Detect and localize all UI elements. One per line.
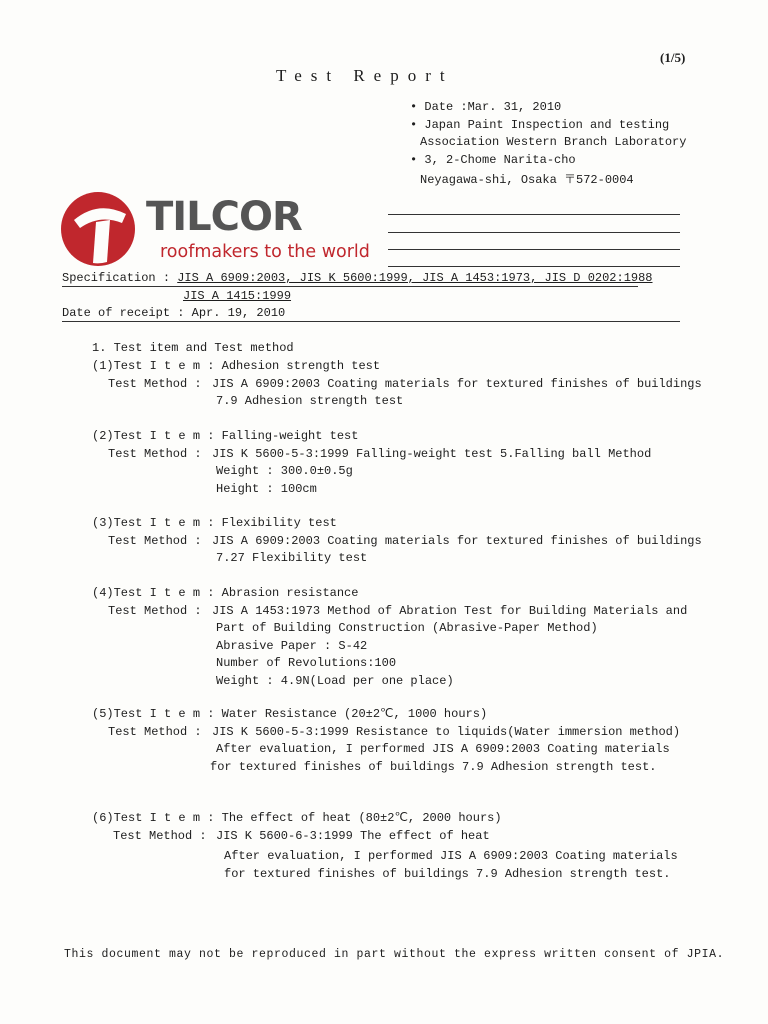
test-method-line: for textured finishes of buildings 7.9 Adhesion strength test. bbox=[224, 866, 671, 881]
test-method-line: Weight : 4.9N(Load per one place) bbox=[216, 673, 454, 688]
test-method-line: JIS K 5600-5-3:1999 Falling-weight test 5.Falling ball Method bbox=[212, 446, 652, 461]
test-item-heading: (2)Test I t e m : Falling-weight test bbox=[92, 429, 359, 443]
test-method-line: JIS K 5600-6-3:1999 The effect of heat bbox=[216, 828, 490, 843]
issuer-address-line1: • 3, 2-Chome Narita-cho bbox=[410, 152, 576, 167]
test-method-line: JIS A 6909:2003 Coating materials for textured finishes of buildings bbox=[212, 533, 702, 548]
tilcor-logo-icon bbox=[60, 190, 140, 268]
receipt-row bbox=[62, 306, 285, 320]
receipt-underline bbox=[62, 321, 680, 322]
test-item-heading: (6)Test I t e m : The effect of heat (80±2℃, 2000 hours) bbox=[92, 811, 502, 825]
test-method-line: JIS A 1453:1973 Method of Abration Test for Building Materials and bbox=[212, 603, 688, 618]
specification-value-line2: JIS A 1415:1999 bbox=[183, 289, 292, 303]
signature-line-4 bbox=[388, 266, 680, 267]
test-method-label: Test Method : bbox=[108, 446, 202, 461]
test-method-label: Test Method : bbox=[108, 603, 202, 618]
test-item-heading: (5)Test I t e m : Water Resistance (20±2℃, 1000 hours) bbox=[92, 707, 488, 721]
logo-tagline: roofmakers to the world bbox=[160, 242, 370, 262]
specification-underline bbox=[62, 286, 638, 287]
signature-line-2 bbox=[388, 232, 680, 233]
test-method-line: Number of Revolutions:100 bbox=[216, 656, 397, 670]
tilcor-logo bbox=[60, 190, 400, 268]
section-title: 1. Test item and Test method bbox=[92, 341, 294, 355]
test-method-line: JIS K 5600-5-3:1999 Resistance to liquids(Water immersion method) bbox=[212, 724, 681, 739]
test-method-line: 7.27 Flexibility test bbox=[216, 551, 368, 565]
signature-line-3 bbox=[388, 249, 680, 250]
specification-value-line1: JIS A 6909:2003, JIS K 5600:1999, JIS A 1453:1973, JIS D 0202:1988 bbox=[177, 271, 653, 285]
footer-notice: This document may not be reproduced in part without the express written consent of JPIA. bbox=[64, 948, 725, 961]
test-method-line: Abrasive Paper : S-42 bbox=[216, 638, 368, 653]
issuer-org-line1: • Japan Paint Inspection and testing bbox=[410, 117, 670, 132]
test-method-line: JIS A 6909:2003 Coating materials for textured finishes of buildings bbox=[212, 376, 702, 391]
specification-row bbox=[62, 271, 653, 285]
test-item-heading: (4)Test I t e m : Abrasion resistance bbox=[92, 586, 359, 600]
test-method-label: Test Method : bbox=[113, 828, 207, 843]
test-method-line: 7.9 Adhesion strength test bbox=[216, 394, 404, 408]
issuer-org-line2: Association Western Branch Laboratory bbox=[420, 135, 687, 149]
test-method-line: Height : 100cm bbox=[216, 481, 317, 496]
test-item-heading: (3)Test I t e m : Flexibility test bbox=[92, 516, 337, 530]
test-method-line: for textured finishes of buildings 7.9 Adhesion strength test. bbox=[210, 759, 657, 774]
test-method-line: After evaluation, I performed JIS A 6909:2003 Coating materials bbox=[224, 849, 678, 863]
test-method-line: Part of Building Construction (Abrasive-Paper Method) bbox=[216, 621, 598, 635]
test-item-heading: (1)Test I t e m : Adhesion strength test bbox=[92, 359, 381, 373]
test-method-line: After evaluation, I performed JIS A 6909:2003 Coating materials bbox=[216, 742, 670, 756]
test-method-label: Test Method : bbox=[108, 724, 202, 739]
receipt-label: Date of receipt : bbox=[62, 306, 185, 320]
document-title: Test Report bbox=[276, 66, 454, 85]
logo-wordmark: TILCOR bbox=[146, 194, 302, 240]
report-date: • Date :Mar. 31, 2010 bbox=[410, 100, 562, 114]
specification-label: Specification : bbox=[62, 271, 171, 285]
signature-line-1 bbox=[388, 214, 680, 215]
issuer-address-line2: Neyagawa-shi, Osaka 〒572-0004 bbox=[420, 173, 634, 187]
page-number: (1/5) bbox=[660, 50, 686, 65]
test-method-label: Test Method : bbox=[108, 376, 202, 391]
issuer-block bbox=[410, 100, 686, 188]
specification-value-line2-row bbox=[183, 289, 291, 303]
test-method-label: Test Method : bbox=[108, 533, 202, 548]
receipt-value: Apr. 19, 2010 bbox=[191, 306, 286, 320]
test-method-line: Weight : 300.0±0.5g bbox=[216, 464, 353, 478]
